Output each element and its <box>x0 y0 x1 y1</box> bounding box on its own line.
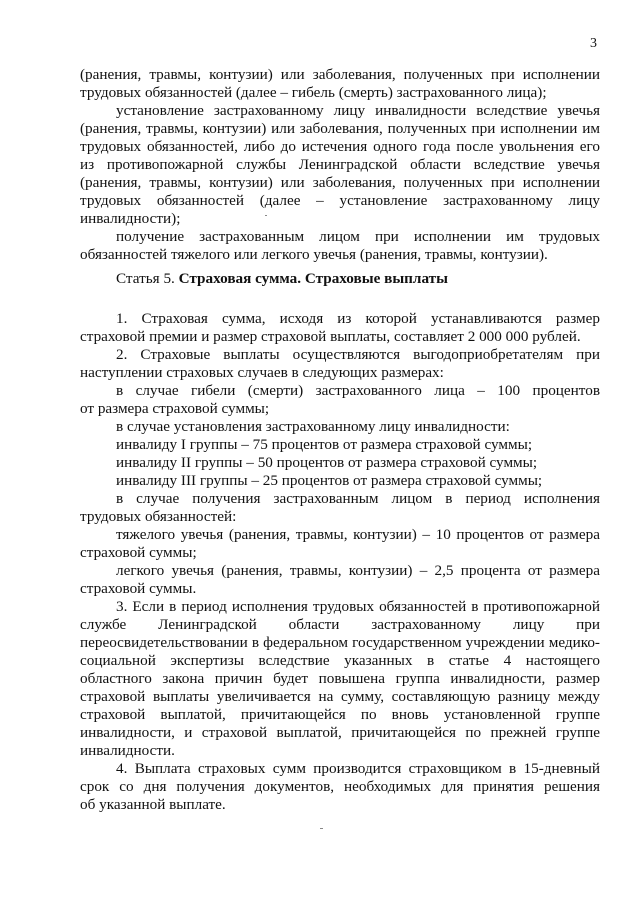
text-line: страховой премии и размер страховой выплаты, составляет 2 000 000 рублей. <box>80 328 581 345</box>
text-line: инвалиду III группы – 25 процентов от размера страховой суммы; <box>116 472 543 489</box>
text-line: службе Ленинградской области застрахованному лицу при <box>80 616 600 633</box>
article-heading-title: Страховая сумма. Страховые выплаты <box>178 270 448 287</box>
text-line: инвалидности, и страховой выплатой, причитающейся по прежней группе <box>80 724 600 741</box>
text-line: трудовых обязанностей (далее – установление застрахованному лицу <box>80 192 600 209</box>
text-line: обязанностей тяжелого или легкого увечья (ранения, травмы, контузии). <box>80 246 548 263</box>
text-line: страховой выплатой, причитающейся по вновь установленной группе <box>80 706 600 723</box>
scan-speck <box>320 828 323 829</box>
text-line: в случае гибели (смерти) застрахованного лица – 100 процентов <box>116 382 600 399</box>
text-line: 4. Выплата страховых сумм производится страховщиком в 15-дневный <box>116 760 600 777</box>
text-line: получение застрахованным лицом при исполнении им трудовых <box>116 228 600 245</box>
text-line: трудовых обязанностей, либо до истечения одного года после увольнения его <box>80 138 600 155</box>
text-line: инвалиду II группы – 50 процентов от размера страховой суммы; <box>116 454 538 471</box>
text-line: (ранения, травмы, контузии) или заболевания, полученных при исполнении <box>80 174 600 191</box>
text-line: трудовых обязанностей: <box>80 508 237 525</box>
text-line: социальной экспертизы вследствие указанных в статье 4 настоящего <box>80 652 600 669</box>
text-line: 2. Страховые выплаты осуществляются выгодоприобретателям при <box>116 346 600 363</box>
text-line: срок со дня получения документов, необходимых для принятия решения <box>80 778 600 795</box>
text-line: инвалиду I группы – 75 процентов от размера страховой суммы; <box>116 436 533 453</box>
text-line: трудовых обязанностей (далее – гибель (смерть) застрахованного лица); <box>80 84 547 101</box>
text-line: страховой суммы. <box>80 580 197 597</box>
text-line: 1. Страховая сумма, исходя из которой устанавливаются размер <box>116 310 600 327</box>
text-line: (ранения, травмы, контузии) или заболевания, полученных при исполнении им <box>80 120 600 137</box>
scan-speck <box>265 215 267 216</box>
text-line: областного закона причин будет повышена группа инвалидности, размер <box>80 670 600 687</box>
text-line: от размера страховой суммы; <box>80 400 270 417</box>
text-line: переосвидетельствовании в федеральном государственном учреждении медико- <box>80 634 600 651</box>
article-heading <box>116 270 448 288</box>
text-line: об указанной выплате. <box>80 796 226 813</box>
text-line: инвалидности. <box>80 742 175 759</box>
text-line: страховой суммы; <box>80 544 197 561</box>
page-number: 3 <box>590 36 597 51</box>
text-line: 3. Если в период исполнения трудовых обязанностей в противопожарной <box>116 598 600 615</box>
text-line: тяжелого увечья (ранения, травмы, контузии) – 10 процентов от размера <box>116 526 600 543</box>
text-line: инвалидности); <box>80 210 181 227</box>
text-line: страховой выплаты увеличивается на сумму, составляющую разницу между <box>80 688 600 705</box>
text-line: установление застрахованному лицу инвалидности вследствие увечья <box>116 102 600 119</box>
text-line: легкого увечья (ранения, травмы, контузии) – 2,5 процента от размера <box>116 562 600 579</box>
article-heading-prefix: Статья 5. <box>116 270 179 287</box>
text-line: (ранения, травмы, контузии) или заболевания, полученных при исполнении <box>80 66 600 83</box>
text-line: из противопожарной службы Ленинградской области вследствие увечья <box>80 156 600 173</box>
text-line: в случае получения застрахованным лицом в период исполнения <box>116 490 600 507</box>
text-line: в случае установления застрахованному лицу инвалидности: <box>116 418 510 435</box>
text-line: наступлении страховых случаев в следующих размерах: <box>80 364 444 381</box>
